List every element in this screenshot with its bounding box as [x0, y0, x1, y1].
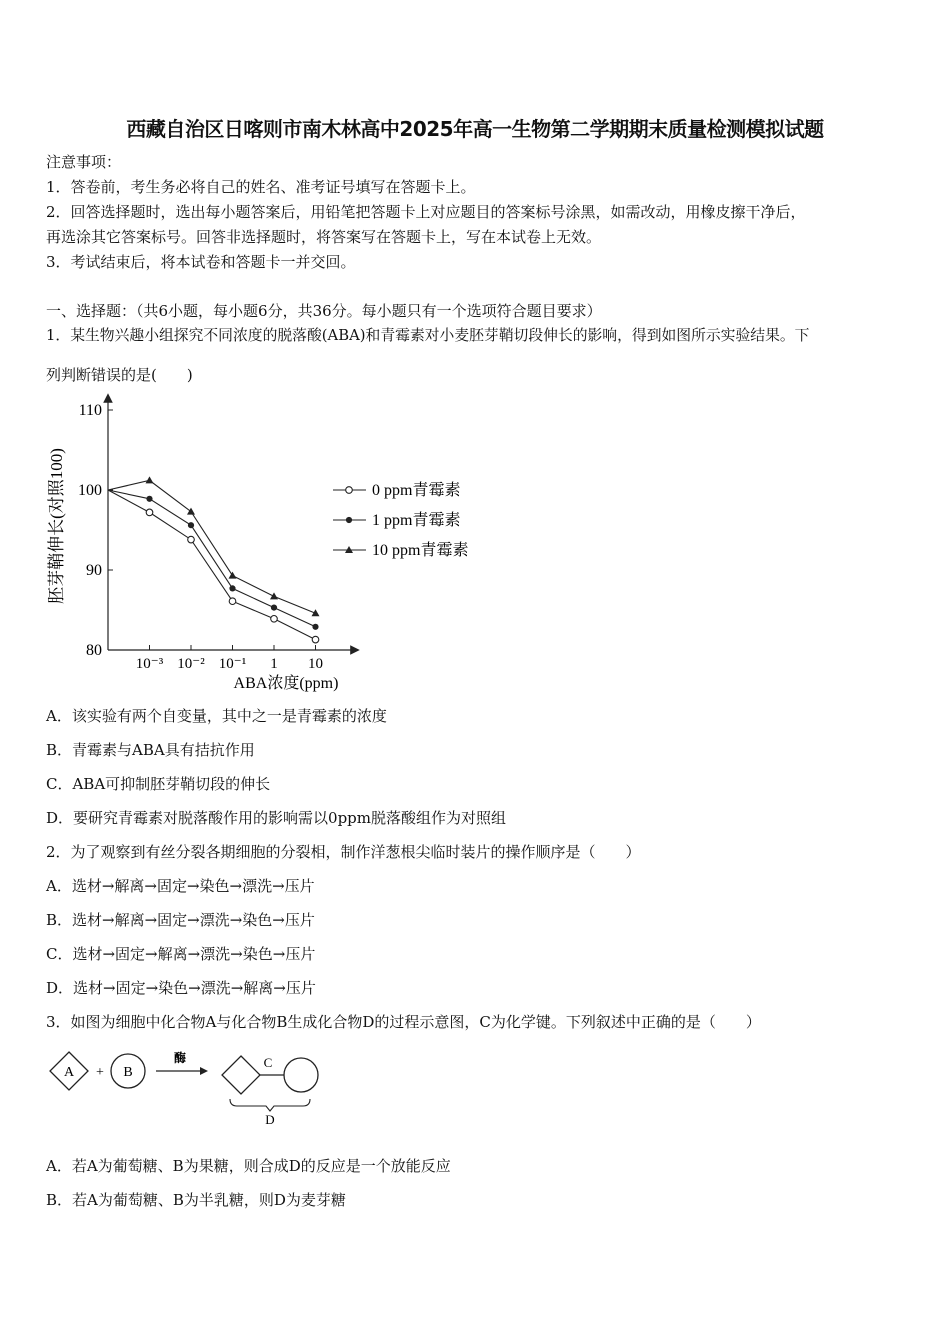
- q1-option-c[interactable]: C．ABA可抑制胚芽鞘切段的伸长: [46, 775, 271, 793]
- product-d-label: D: [265, 1112, 275, 1127]
- q1-option-b[interactable]: B．青霉素与ABA具有拮抗作用: [46, 741, 255, 759]
- data-point: [271, 605, 277, 611]
- legend-label: 0 ppm青霉素: [372, 482, 461, 499]
- series-line: [108, 490, 316, 640]
- q1-chart: [40, 392, 500, 697]
- compound-b-label: B: [123, 1065, 133, 1080]
- product-d-brace: [230, 1099, 310, 1111]
- x-tick-label: 10⁻³: [135, 656, 164, 672]
- q2-stem: 2．为了观察到有丝分裂各期细胞的分裂相，制作洋葱根尖临时装片的操作顺序是（ ）: [46, 843, 641, 861]
- notice-item: 1．答卷前，考生务必将自己的姓名、准考证号填写在答题卡上。: [46, 178, 476, 196]
- data-point: [229, 598, 236, 605]
- q3-diagram: [44, 1044, 334, 1128]
- data-point: [146, 496, 152, 502]
- y-tick-label: 110: [78, 402, 102, 419]
- plus-sign: +: [96, 1065, 104, 1080]
- q2-option-c[interactable]: C．选材→固定→解离→漂洗→染色→压片: [46, 945, 316, 963]
- data-point: [229, 572, 237, 579]
- notice-item: 2．回答选择题时，选出每小题答案后，用铅笔把答题卡上对应题目的答案标号涂黑，如需改动，用橡皮擦干净后，: [46, 203, 806, 221]
- notice-item: 3．考试结束后，将本试卷和答题卡一并交回。: [46, 253, 356, 271]
- data-point: [229, 585, 235, 591]
- notice-heading: 注意事项：: [46, 153, 122, 171]
- x-tick-label: 1: [270, 656, 278, 672]
- q2-option-b[interactable]: B．选材→解离→固定→漂洗→染色→压片: [46, 911, 315, 929]
- data-point: [188, 522, 194, 528]
- x-tick-label: 10⁻¹: [218, 656, 247, 672]
- data-point: [346, 487, 353, 494]
- x-axis-label: ABA浓度(ppm): [233, 675, 339, 692]
- bond-c-label: C: [263, 1055, 273, 1070]
- y-tick-label: 100: [78, 482, 102, 499]
- q1-option-a[interactable]: A．该实验有两个自变量，其中之一是青霉素的浓度: [46, 707, 387, 725]
- q3-option-b[interactable]: B．若A为葡萄糖、B为半乳糖，则D为麦芽糖: [46, 1191, 346, 1209]
- data-point: [312, 624, 318, 630]
- data-point: [146, 509, 153, 516]
- section-heading: 一、选择题：（共6小题，每小题6分，共36分。每小题只有一个选项符合题目要求）: [46, 302, 602, 320]
- q1-stem-line1: 1．某生物兴趣小组探究不同浓度的脱落酸(ABA)和青霉素对小麦胚芽鞘切段伸长的影响，得到如图所示实验结果。下: [46, 327, 810, 344]
- series-line: [108, 480, 316, 613]
- notice-item: 再选涂其它答案标号。回答非选择题时，将答案写在答题卡上，写在本试卷上无效。: [46, 228, 602, 246]
- x-tick-label: 10⁻²: [177, 656, 205, 672]
- y-axis-label: 胚芽鞘伸长(对照100): [47, 448, 66, 604]
- q2-option-d[interactable]: D．选材→固定→染色→漂洗→解离→压片: [46, 979, 316, 997]
- q1-stem-line2: 列判断错误的是( ): [46, 366, 193, 384]
- x-tick-label: 10: [308, 656, 323, 672]
- y-tick-label: 80: [86, 642, 102, 659]
- y-tick-label: 90: [86, 562, 102, 579]
- data-point: [346, 517, 352, 523]
- q1-option-d[interactable]: D．要研究青霉素对脱落酸作用的影响需以0ppm脱落酸组作为对照组: [46, 809, 507, 827]
- data-point: [146, 476, 154, 483]
- series-line: [108, 490, 316, 627]
- compound-a-label: A: [63, 1065, 75, 1080]
- q2-option-a[interactable]: A．选材→解离→固定→染色→漂洗→压片: [46, 877, 315, 895]
- q3-option-a[interactable]: A．若A为葡萄糖、B为果糖，则合成D的反应是一个放能反应: [46, 1157, 451, 1175]
- page-title: 西藏自治区日喀则市南木林高中2025年高一生物第二学期期末质量检测模拟试题: [126, 117, 824, 141]
- product-circle: [284, 1058, 318, 1092]
- data-point: [312, 636, 319, 643]
- legend-label: 10 ppm青霉素: [372, 542, 469, 559]
- data-point: [271, 616, 278, 623]
- data-point: [188, 536, 195, 543]
- enzyme-label: 酶: [173, 1051, 187, 1065]
- q3-stem: 3．如图为细胞中化合物A与化合物B生成化合物D的过程示意图，C为化学键。下列叙述中正确的是（ ）: [46, 1013, 761, 1031]
- data-point: [270, 592, 278, 599]
- data-point: [187, 508, 195, 515]
- legend-label: 1 ppm青霉素: [372, 512, 461, 529]
- data-point: [312, 609, 320, 616]
- product-diamond: [222, 1056, 260, 1094]
